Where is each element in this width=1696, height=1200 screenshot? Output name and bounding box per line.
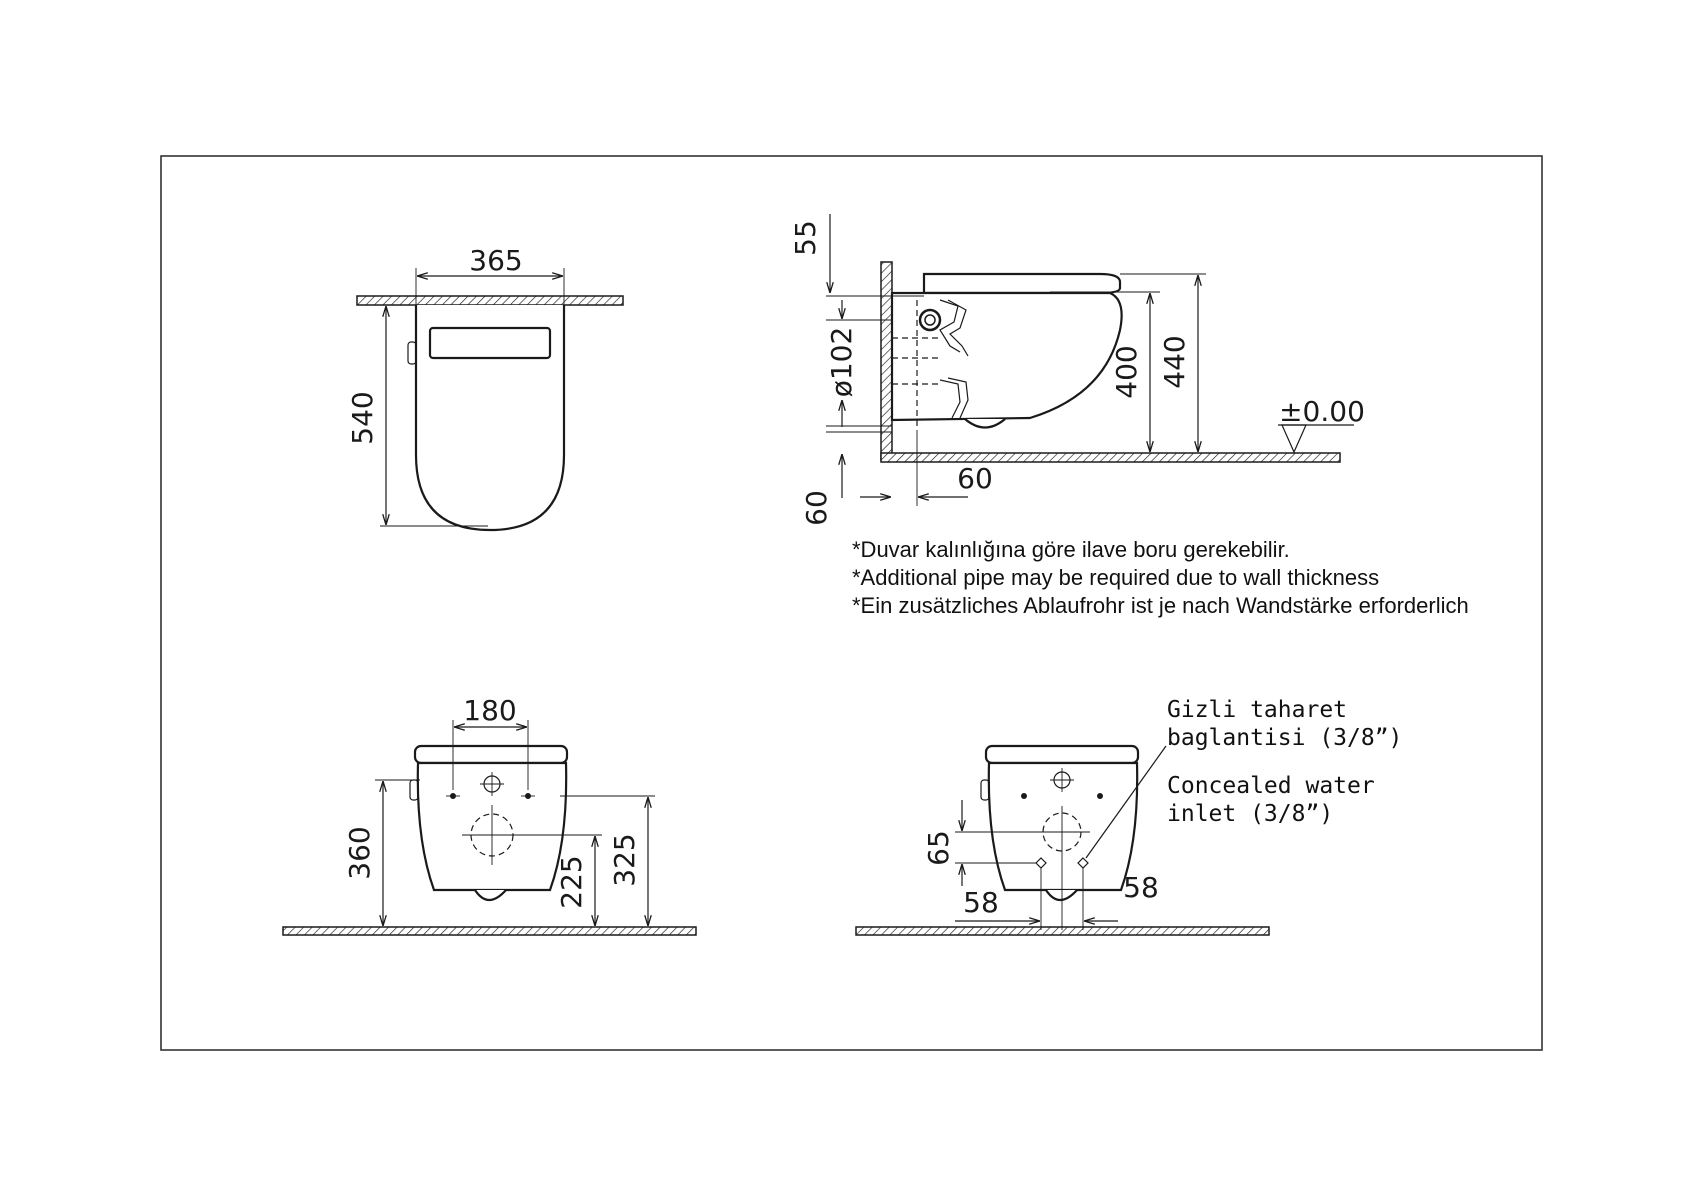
side-button-top (408, 342, 416, 364)
note-german: *Ein zusätzliches Ablaufrohr ist je nach Wandstärke erforderlich (852, 593, 1469, 618)
dim-right-offset: 58 (1123, 871, 1159, 904)
callout-labels (1167, 697, 1402, 827)
callout-english-2: inlet (3/8”) (1167, 801, 1334, 827)
callout-english-1: Concealed water (1167, 773, 1375, 799)
outlet-bulge-side (965, 419, 1005, 428)
note-english: *Additional pipe may be required due to wall thickness (852, 565, 1380, 590)
dim-left-offset: 58 (963, 886, 999, 919)
wall-side-view (881, 262, 892, 460)
floor-level-marker (1282, 425, 1306, 452)
water-inlet-side (920, 310, 940, 330)
dim-seat-offset: 55 (789, 220, 822, 256)
seat-rear-left (415, 746, 567, 763)
dim-outlet-height-side: 60 (800, 490, 833, 526)
notes (852, 537, 1469, 618)
dim-bolt-spacing: 180 (463, 694, 517, 727)
dim-wall-offset: 60 (957, 462, 993, 495)
dim-width-top: 365 (469, 244, 523, 277)
floor-rear-left (283, 927, 696, 935)
dim-outlet-height: 225 (555, 855, 588, 909)
dim-pipe-height: 325 (608, 833, 641, 887)
callout-turkish-1: Gizli taharet (1167, 697, 1348, 723)
side-view (789, 214, 1365, 526)
dim-inlet-offset: 65 (922, 830, 955, 866)
rear-view-left (283, 694, 696, 935)
seat-rear-right (986, 746, 1138, 763)
tank-top (430, 328, 550, 358)
dim-rim-height: 400 (1110, 345, 1143, 399)
floor-side-view (881, 453, 1340, 462)
dim-seat-height: 440 (1158, 335, 1191, 389)
note-turkish: *Duvar kalınlığına göre ilave boru gerekebilir. (852, 537, 1290, 562)
dim-bolt-height: 360 (343, 826, 376, 880)
wall-top-view (357, 296, 623, 305)
dim-length-top: 540 (346, 391, 379, 445)
seat-side (924, 274, 1120, 293)
top-view (346, 244, 623, 530)
callout-turkish-2: baglantisi (3/8”) (1167, 725, 1403, 751)
floor-level-label: ±0.00 (1279, 395, 1365, 428)
dim-outlet-diameter: ø102 (825, 326, 858, 398)
floor-rear-right (856, 927, 1269, 935)
bowl-rear-right (989, 763, 1137, 890)
